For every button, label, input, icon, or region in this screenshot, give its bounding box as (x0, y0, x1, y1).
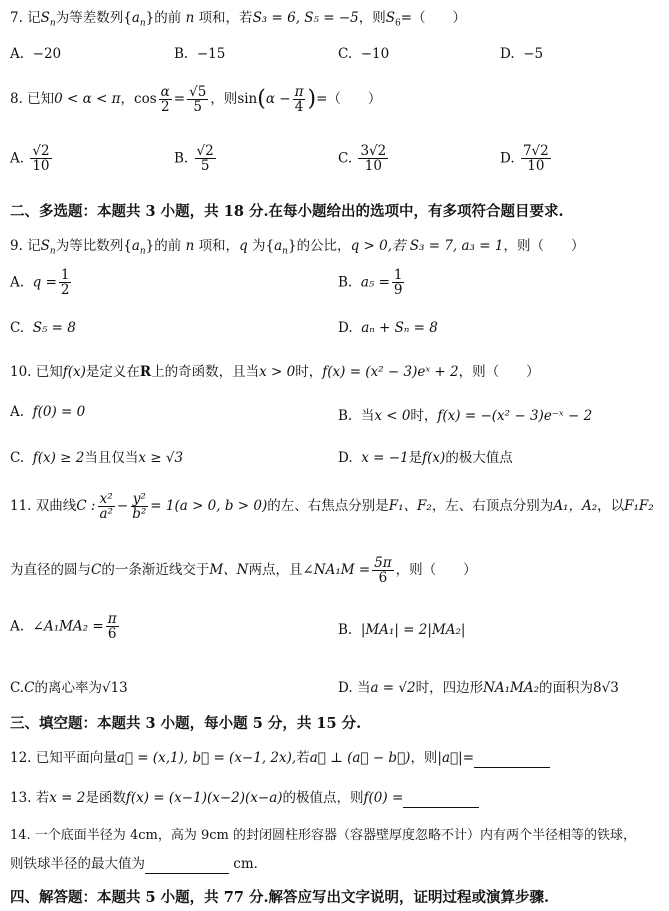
q8-frac-pi4: $\frac{\pi}{4}$ (294, 83, 304, 115)
q14-stem-line2: 则铁球半径的最大值为 cm． (10, 856, 268, 872)
q11-option-d: D. 当a = √2时，四边形NA₁MA₂的面积为8√3 (338, 680, 619, 696)
q8-option-b: B. $\frac{√2}{5}$ (174, 143, 214, 175)
q8-paren: =（ ） (316, 91, 382, 107)
q9-option-c: C. S₅ = 8 (10, 320, 76, 336)
q11-stem-line1: 11. 双曲线C : $\frac{\text{x²}}{\text{a²}}$ − $\frac{\text{y²}}{\text{b²}}$ = 1(a > 0, b > 0)的左、右焦点分别是F₁、F₂，左、右顶点分别为A₁，A₂，以F₁F₂ (10, 490, 654, 522)
q7-option-b: B. −15 (174, 46, 226, 62)
q7-text-1: 为等差数列 (55, 10, 124, 26)
q7-option-a: A. −20 (10, 46, 62, 62)
q11-option-b: B. |MA₁| = 2|MA₂| (338, 622, 466, 638)
q7-prefix: 7. 记 (10, 10, 41, 26)
q12-answer-blank[interactable] (474, 753, 550, 768)
q7-text-4: ，则 (358, 10, 386, 26)
q9-option-a: A. q = $\frac{1}{2}$ (10, 267, 70, 299)
section-4-heading: 四、解答题：本题共 5 小题，共 77 分.解答应写出文字说明，证明过程或演算步骤. (10, 889, 550, 906)
q7-condition: S₃ = 6, S₅ = −5 (252, 10, 359, 26)
q7-text-3: 项和，若 (198, 10, 253, 26)
q9-condition: q > 0,若 S₃ = 7, a₃ = 1 (350, 238, 504, 254)
q10-stem: 10. 已知f(x)是定义在R上的奇函数，且当x > 0时，f(x) = (x² − 3)eˣ + 2，则（ ） (10, 364, 540, 380)
q11-option-c: C.C的离心率为√13 (10, 680, 128, 696)
q7-stem: 7. 记$S_n$为等差数列$\{a_n\}$的前 n 项和，若S₃ = 6, S₅ = −5，则$S_6=$（ ） (10, 10, 467, 29)
q8-frac-sqrt5: $\frac{√5}{5}$ (189, 83, 207, 115)
section-2-heading: 二、多选题：本题共 3 小题，共 18 分.在每小题给出的选项中，有多项符合题目要求. (10, 203, 564, 220)
q12-stem: 12. 已知平面向量a⃗ = (x,1), b⃗ = (x−1, 2x),若a⃗ ⊥ (a⃗ − b⃗)，则|a⃗|= (10, 748, 550, 768)
q14-stem-line1: 14. 一个底面半径为 4cm，高为 9cm 的封闭圆柱形容器（容器壁厚度忽略不计）内有两个半径相等的铁球， (10, 828, 636, 843)
q10-formula: f(x) = (x² − 3)eˣ + 2 (322, 364, 459, 380)
q9-option-d: D. aₙ + Sₙ = 8 (338, 320, 438, 336)
q10-option-c: C. f(x) ≥ 2当且仅当x ≥ √3 (10, 450, 184, 466)
q10-option-d: D. x = −1是f(x)的极大值点 (338, 450, 513, 466)
q8-condition: 0 < α < π (54, 91, 121, 107)
q11-option-a: A. ∠A₁MA₂ = $\frac{\pi}{6}$ (10, 611, 117, 643)
q10-option-b: B. 当x < 0时，f(x) = −(x² − 3)e⁻ˣ − 2 (338, 408, 593, 424)
q8-stem: 8. 已知0 < α < π，cos $\frac{\alpha}{2}$ = $\frac{√5}{5}$ ，则sin(α − $\frac{\pi}{4}$ )=（ ） (10, 83, 382, 115)
q7-paren: =（ ） (400, 10, 467, 26)
q13-answer-blank[interactable] (403, 793, 479, 808)
q11-stem-line2: 为直径的圆与C的一条渐近线交于M、N两点，且∠NA₁M = $\frac{5\pi}{6}$ ，则（ ） (10, 554, 477, 586)
q8-option-c: C. $\frac{3√2}{10}$ (338, 143, 387, 175)
q10-option-a: A. f(0) = 0 (10, 404, 86, 420)
q8-option-d: D. $\frac{7√2}{10}$ (500, 143, 549, 175)
section-3-heading: 三、填空题：本题共 3 小题，每小题 5 分，共 15 分. (10, 715, 362, 732)
q9-stem: 9. 记$S_n$为等比数列$\{a_n\}$的前 n 项和，q 为$\{a_n\}$的公比，q > 0,若 S₃ = 7, a₃ = 1，则（ ） (10, 238, 585, 257)
q8-sin: sin (237, 91, 258, 107)
q14-answer-blank[interactable] (145, 859, 229, 874)
q7-text-2: 的前 (154, 10, 182, 26)
q8-option-a: A. $\frac{√2}{10}$ (10, 143, 50, 175)
q8-frac-alpha: $\frac{\alpha}{2}$ (160, 83, 170, 115)
q7-option-d: D. −5 (500, 46, 544, 62)
q7-option-c: C. −10 (338, 46, 390, 62)
q9-option-b: B. a₅ = $\frac{1}{9}$ (338, 267, 403, 299)
q8-prefix: 8. 已知 (10, 91, 55, 107)
q13-stem: 13. 若x = 2是函数f(x) = (x−1)(x−2)(x−a)的极值点，则f(0) = (10, 788, 479, 808)
q8-cos: cos (134, 91, 157, 107)
